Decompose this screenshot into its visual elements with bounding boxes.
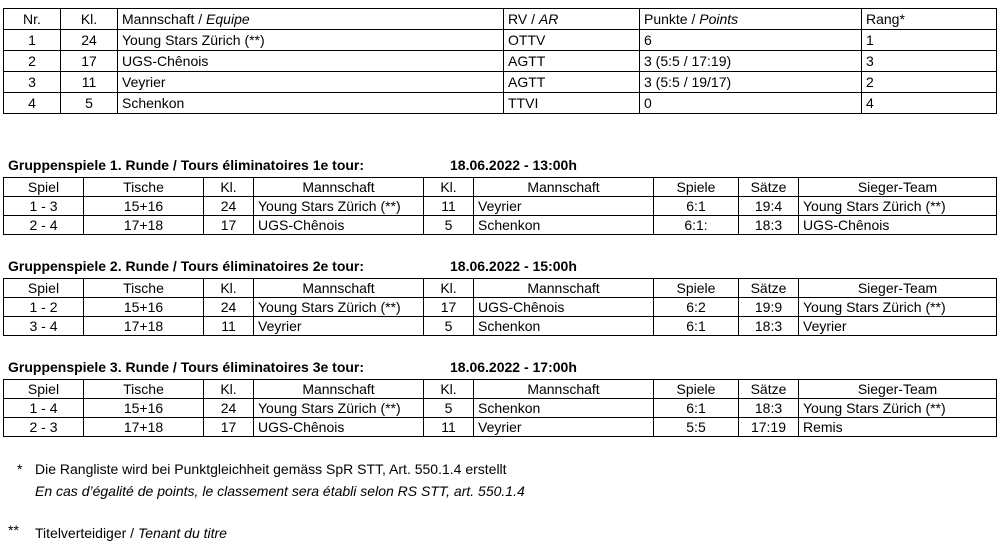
match-tische: 15+16: [84, 399, 204, 418]
footnote-1-marker: *: [17, 461, 23, 477]
header-tische: Tische: [84, 178, 204, 197]
header-kl: Kl.: [204, 279, 254, 298]
ranking-rank: 3: [862, 51, 997, 72]
header-kl: Kl.: [424, 178, 474, 197]
match-winner: Remis: [799, 418, 997, 437]
match-team1: UGS-Chênois: [254, 216, 424, 235]
header-kl: Kl.: [204, 380, 254, 399]
match-saetze: 18:3: [739, 399, 799, 418]
match-winner: Veyrier: [799, 317, 997, 336]
ranking-rank: 4: [862, 93, 997, 114]
footnote-1-de: Die Rangliste wird bei Punktgleichheit gemäss SpR STT, Art. 550.1.4 erstellt: [35, 461, 507, 477]
match-tische: 17+18: [84, 216, 204, 235]
ranking-team: Young Stars Zürich (**): [118, 30, 504, 51]
match-team1: Veyrier: [254, 317, 424, 336]
match-team2: UGS-Chênois: [474, 298, 654, 317]
ranking-nr: 1: [4, 30, 61, 51]
match-team2: Schenkon: [474, 317, 654, 336]
ranking-team: Schenkon: [118, 93, 504, 114]
header-kl: Kl.: [61, 9, 118, 30]
match-kl1: 17: [204, 418, 254, 437]
match-kl2: 11: [424, 418, 474, 437]
match-row: [4, 418, 997, 437]
ranking-rank: 2: [862, 72, 997, 93]
header-rank: Rang*: [862, 9, 997, 30]
match-team2: Veyrier: [474, 418, 654, 437]
ranking-points: 3 (5:5 / 17:19): [640, 51, 862, 72]
header-team: Mannschaft: [474, 178, 654, 197]
match-saetze: 17:19: [739, 418, 799, 437]
ranking-rv: AGTT: [504, 72, 640, 93]
header-team: Mannschaft: [254, 178, 424, 197]
match-tische: 15+16: [84, 197, 204, 216]
match-winner: Young Stars Zürich (**): [799, 399, 997, 418]
header-team: Mannschaft: [474, 279, 654, 298]
round-2-date: 18.06.2022 - 15:00h: [450, 258, 577, 274]
header-spiel: Spiel: [4, 380, 84, 399]
header-saetze: Sätze: [739, 380, 799, 399]
match-spiel: 1 - 2: [4, 298, 84, 317]
match-spiel: 1 - 3: [4, 197, 84, 216]
match-spiele: 5:5: [654, 418, 739, 437]
ranking-kl: 11: [61, 72, 118, 93]
ranking-team: UGS-Chênois: [118, 51, 504, 72]
match-spiel: 2 - 4: [4, 216, 84, 235]
header-winner: Sieger-Team: [799, 178, 997, 197]
header-winner: Sieger-Team: [799, 279, 997, 298]
ranking-points: 0: [640, 93, 862, 114]
match-team2: Veyrier: [474, 197, 654, 216]
round-3-title: Gruppenspiele 3. Runde / Tours éliminatoires 3e tour: 18.06.2022 - 17:00h: [8, 359, 577, 375]
header-team: Mannschaft: [254, 380, 424, 399]
ranking-rank: 1: [862, 30, 997, 51]
match-winner: UGS-Chênois: [799, 216, 997, 235]
match-team2: Schenkon: [474, 216, 654, 235]
match-team1: Young Stars Zürich (**): [254, 298, 424, 317]
header-spiele: Spiele: [654, 279, 739, 298]
match-kl1: 11: [204, 317, 254, 336]
footnote-1-fr: En cas d’égalité de points, le classement sera établi selon RS STT, art. 550.1.4: [35, 483, 525, 499]
header-spiele: Spiele: [654, 380, 739, 399]
match-saetze: 19:4: [739, 197, 799, 216]
ranking-rv: OTTV: [504, 30, 640, 51]
ranking-rv: TTVI: [504, 93, 640, 114]
ranking-rv: AGTT: [504, 51, 640, 72]
match-team1: Young Stars Zürich (**): [254, 197, 424, 216]
match-kl2: 5: [424, 317, 474, 336]
header-winner: Sieger-Team: [799, 380, 997, 399]
match-row: [4, 197, 997, 216]
match-spiel: 2 - 3: [4, 418, 84, 437]
match-spiel: 1 - 4: [4, 399, 84, 418]
header-nr: Nr.: [4, 9, 61, 30]
ranking-table: [3, 8, 997, 114]
ranking-header-row: [4, 9, 997, 30]
match-team2: Schenkon: [474, 399, 654, 418]
match-kl1: 24: [204, 298, 254, 317]
round-1-date: 18.06.2022 - 13:00h: [450, 157, 577, 173]
match-saetze: 18:3: [739, 216, 799, 235]
ranking-nr: 4: [4, 93, 61, 114]
header-tische: Tische: [84, 380, 204, 399]
header-team: Mannschaft / Equipe: [118, 9, 504, 30]
match-header-row: [4, 279, 997, 298]
match-header-row: [4, 178, 997, 197]
round-2-table: [3, 278, 997, 336]
header-points: Punkte / Points: [640, 9, 862, 30]
match-kl1: 24: [204, 197, 254, 216]
match-winner: Young Stars Zürich (**): [799, 298, 997, 317]
match-saetze: 18:3: [739, 317, 799, 336]
ranking-team: Veyrier: [118, 72, 504, 93]
match-winner: Young Stars Zürich (**): [799, 197, 997, 216]
ranking-points: 6: [640, 30, 862, 51]
match-team1: UGS-Chênois: [254, 418, 424, 437]
ranking-nr: 3: [4, 72, 61, 93]
match-team1: Young Stars Zürich (**): [254, 399, 424, 418]
ranking-row: [4, 30, 997, 51]
match-kl2: 17: [424, 298, 474, 317]
header-tische: Tische: [84, 279, 204, 298]
header-kl: Kl.: [204, 178, 254, 197]
round-3-table: [3, 379, 997, 437]
match-row: [4, 216, 997, 235]
footnote-2-marker: **: [8, 522, 19, 538]
footnote-2-text: Titelverteidiger / Tenant du titre: [35, 525, 227, 541]
match-kl2: 11: [424, 197, 474, 216]
match-tische: 15+16: [84, 298, 204, 317]
match-spiele: 6:1:: [654, 216, 739, 235]
match-spiele: 6:1: [654, 399, 739, 418]
match-header-row: [4, 380, 997, 399]
ranking-points: 3 (5:5 / 19/17): [640, 72, 862, 93]
ranking-kl: 17: [61, 51, 118, 72]
match-spiel: 3 - 4: [4, 317, 84, 336]
ranking-kl: 24: [61, 30, 118, 51]
match-kl2: 5: [424, 399, 474, 418]
match-kl2: 5: [424, 216, 474, 235]
header-kl: Kl.: [424, 380, 474, 399]
header-kl: Kl.: [424, 279, 474, 298]
round-2-title: Gruppenspiele 2. Runde / Tours éliminatoires 2e tour: 18.06.2022 - 15:00h: [8, 258, 577, 274]
round-1-table: [3, 177, 997, 235]
match-row: [4, 399, 997, 418]
match-spiele: 6:2: [654, 298, 739, 317]
match-row: [4, 317, 997, 336]
ranking-row: [4, 51, 997, 72]
header-team: Mannschaft: [254, 279, 424, 298]
ranking-nr: 2: [4, 51, 61, 72]
match-row: [4, 298, 997, 317]
header-saetze: Sätze: [739, 279, 799, 298]
header-saetze: Sätze: [739, 178, 799, 197]
match-kl1: 24: [204, 399, 254, 418]
match-tische: 17+18: [84, 418, 204, 437]
ranking-kl: 5: [61, 93, 118, 114]
header-team: Mannschaft: [474, 380, 654, 399]
ranking-row: [4, 93, 997, 114]
header-spiel: Spiel: [4, 279, 84, 298]
match-kl1: 17: [204, 216, 254, 235]
round-1-title: Gruppenspiele 1. Runde / Tours éliminatoires 1e tour: 18.06.2022 - 13:00h: [8, 157, 577, 173]
round-3-date: 18.06.2022 - 17:00h: [450, 359, 577, 375]
ranking-row: [4, 72, 997, 93]
match-saetze: 19:9: [739, 298, 799, 317]
header-spiel: Spiel: [4, 178, 84, 197]
match-tische: 17+18: [84, 317, 204, 336]
match-spiele: 6:1: [654, 197, 739, 216]
header-spiele: Spiele: [654, 178, 739, 197]
header-rv: RV / AR: [504, 9, 640, 30]
match-spiele: 6:1: [654, 317, 739, 336]
